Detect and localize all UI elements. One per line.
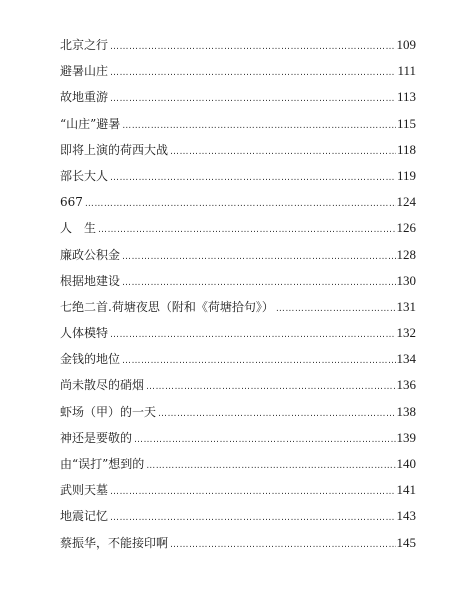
toc-entry[interactable] [60,294,416,320]
toc-entry[interactable] [60,268,416,294]
toc-dot-leader [122,244,395,270]
toc-entry-title: 避暑山庄 [60,64,109,79]
toc-entry[interactable] [60,242,416,268]
toc-entry[interactable] [60,346,416,372]
toc-dot-leader [134,427,395,453]
toc-entry-title: 北京之行 [60,38,109,52]
toc-dot-leader [170,532,395,558]
toc-entry-page: 136 [396,377,416,393]
toc-entry-title: 部长大人 [60,168,109,183]
toc-entry-title: 故地重游 [60,90,109,105]
toc-entry[interactable] [60,189,416,215]
toc-entry-page: 131 [396,298,416,314]
toc-entry-page: 140 [396,456,416,471]
toc-entry[interactable] [60,451,416,477]
toc-entry-page: 138 [396,403,416,419]
toc-dot-leader [276,296,396,322]
toc-dot-leader [110,322,395,348]
toc-dot-leader [122,348,395,374]
toc-dot-leader [122,270,395,296]
toc-dot-leader [158,401,395,427]
toc-entry-page: 139 [396,429,416,445]
toc-entry[interactable] [60,372,416,398]
toc-entry[interactable] [60,503,416,529]
toc-entry[interactable] [60,111,416,137]
toc-entry-page: 130 [396,272,416,288]
toc-entry-page: 119 [396,167,416,183]
toc-entry-title: 廉政公积金 [60,247,121,262]
toc-entry[interactable] [60,477,416,503]
toc-entry[interactable] [60,58,416,84]
toc-entry-title: 根据地建设 [60,273,121,288]
toc-entry-title: 由“误打”想到的 [60,457,145,471]
toc-entry[interactable] [60,163,416,189]
toc-dot-leader [146,453,395,479]
toc-entry-page: 132 [396,325,416,341]
toc-dot-leader [122,113,396,139]
toc-dot-leader [110,34,395,60]
toc-dot-leader [110,479,395,505]
toc-dot-leader [170,139,396,165]
toc-entry-page: 111 [397,63,416,79]
toc-entry-title: 人体模特 [60,326,109,341]
toc-entry-title: 蔡振华，不能接印啊 [60,535,169,550]
toc-entry-title: 即将上演的荷西大战 [60,142,169,157]
toc-entry-title: 人 生 [60,221,97,236]
toc-entry-page: 134 [396,351,416,367]
toc-dot-leader [85,191,396,217]
toc-entry-title: 667 [60,195,83,210]
toc-entry-page: 113 [396,89,416,105]
toc-entry[interactable] [60,215,416,241]
toc-entry-page: 145 [396,534,416,550]
toc-dot-leader [110,86,396,112]
toc-entry-title: 金钱的地位 [60,352,121,367]
toc-entry-page: 143 [396,508,416,524]
toc-entry-title: 地震记忆 [60,509,109,524]
toc-dot-leader [146,374,395,400]
toc-entry[interactable] [60,137,416,163]
toc-dot-leader [110,165,396,191]
toc-entry-page: 141 [396,482,416,498]
toc-entry[interactable] [60,530,416,556]
toc-entry[interactable] [60,320,416,346]
toc-entry-title: “山庄”避暑 [60,116,121,131]
toc-entry-page: 126 [396,220,416,236]
toc-entry[interactable] [60,84,416,110]
toc-entry-page: 115 [396,115,416,131]
toc-entry-page: 109 [396,37,416,52]
toc-entry[interactable] [60,425,416,451]
toc-entry-title: 尚未散尽的硝烟 [60,378,145,393]
toc-dot-leader [110,60,396,86]
toc-entry-title: 虾场（甲）的一天 [60,404,157,419]
toc-entry-page: 124 [396,194,416,210]
toc-entry-page: 128 [396,246,416,262]
toc-entry-title: 神还是要敬的 [60,430,133,445]
toc-dot-leader [110,505,395,531]
toc-dot-leader [98,217,395,243]
toc-entry-title: 武则天墓 [60,483,109,498]
toc-entry[interactable] [60,399,416,425]
toc-entry[interactable] [60,32,416,58]
toc-entry-page: 118 [396,141,416,157]
toc-entry-title: 七绝二首.荷塘夜思（附和《荷塘拾句》） [60,299,274,314]
table-of-contents [60,32,416,556]
